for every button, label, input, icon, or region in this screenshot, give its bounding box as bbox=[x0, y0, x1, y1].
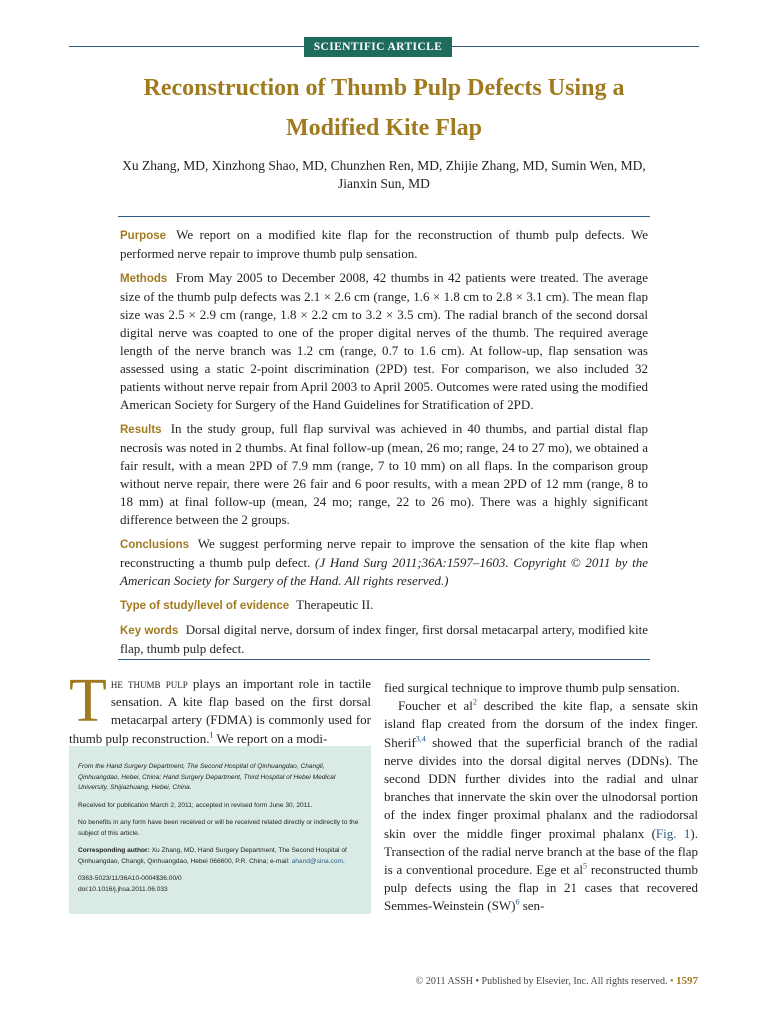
corresponding-end: . bbox=[343, 857, 345, 865]
drop-cap: T bbox=[69, 667, 107, 735]
abstract-bottom-rule bbox=[118, 659, 650, 660]
intro-continued: fied surgical technique to improve thumb pulp sensation. bbox=[384, 680, 680, 695]
title-line-2: Modified Kite Flap bbox=[286, 115, 482, 141]
intro-smallcaps: he thumb pulp bbox=[110, 676, 188, 691]
section-label: SCIENTIFIC ARTICLE bbox=[304, 37, 452, 57]
authors-line-2: Jianxin Sun, MD bbox=[338, 176, 430, 191]
abstract-top-rule bbox=[118, 216, 650, 217]
study-type-label: Type of study/level of evidence bbox=[120, 600, 290, 612]
article-notes-box bbox=[69, 746, 371, 914]
corresponding-text: Xu Zhang, MD, Hand Surgery Department, The Second Hospital of Qinhuangdao, Changli, Qinhuangdao, Hebei 066600, P.R. China; e-mail: bbox=[78, 847, 347, 865]
p2-text-c: showed that the superficial branch of the radial nerve divides into the dorsal digital nerves (DDNs). The second DDN further divides into the radial and ulnar branches that innervate the skin over the ulnodorsal portion of the index finger proximal phalanx and the radiodorsal skin over the middle finger proximal phalanx ( bbox=[384, 734, 698, 841]
abstract-keywords bbox=[120, 621, 648, 658]
authors-line-1: Xu Zhang, MD, Xinzhong Shao, MD, Chunzhen Ren, MD, Zhijie Zhang, MD, Sumin Wen, MD, bbox=[122, 158, 646, 173]
page-footer bbox=[416, 975, 698, 987]
received-note: Received for publication March 2, 2011; accepted in revised form June 30, 2011. bbox=[78, 801, 313, 809]
footer-copyright: © 2011 ASSH • Published by Elsevier, Inc. All rights reserved. bbox=[415, 976, 668, 987]
results-text: In the study group, full flap survival was achieved in 40 thumbs, and partial distal flap necrosis was noted in 2 thumbs. At final follow-up (mean, 26 mo; range, 24 to 27 mo), we obtained a fair result, with a mean 2PD of 7.9 mm (range, 7 to 10 mm) on all flaps. In the comparison group without nerve repair, there were 26 fair and 6 poor results, with a mean 2PD of 12 mm (range, 8 to 18 mm) at final follow-up (mean, 24 mo; range, 22 to 26 mo). There was a highly significant difference between the 2 groups. bbox=[120, 421, 648, 527]
background-paragraph bbox=[384, 697, 698, 915]
p2-text-b: described the kite flap, a sensate skin island flap created from the dorsum of the index finger. Sherif bbox=[384, 698, 698, 750]
intro-end: We report on a modi- bbox=[213, 730, 328, 746]
benefits-note: No benefits in any form have been received or will be received related directly or indirectly to the subject of this article. bbox=[78, 819, 359, 837]
intro-text: plays an important role in tactile sensation. A kite flap based on the first dorsal metacarpal artery (FDMA) is commonly used for thumb pulp reconstruction. bbox=[69, 676, 371, 746]
p2-text-a: Foucher et al bbox=[398, 698, 473, 714]
abstract-study-type bbox=[120, 596, 648, 615]
conclusions-text: We suggest performing nerve repair to improve the sensation of the kite flap when reconstructing a thumb pulp defect. bbox=[120, 536, 648, 570]
purpose-text: We report on a modified kite flap for the reconstruction of thumb pulp defects. We performed nerve repair to improve thumb pulp sensation. bbox=[120, 227, 648, 261]
footer-bullet: • bbox=[669, 976, 674, 987]
keywords-text: Dorsal digital nerve, dorsum of index finger, first dorsal metacarpal artery, modified kite flap, thumb pulp defect. bbox=[120, 622, 648, 656]
ref-1[interactable]: 1 bbox=[209, 730, 214, 740]
abstract-purpose bbox=[120, 226, 648, 263]
conclusions-label: Conclusions bbox=[120, 539, 190, 551]
identifier-note bbox=[78, 874, 362, 895]
methods-label: Methods bbox=[120, 273, 168, 285]
author-list bbox=[110, 157, 658, 193]
figure-1-link[interactable]: Fig. 1 bbox=[655, 825, 691, 841]
p2-text-e: reconstructed thumb pulp defects using the flap in 21 cases that recovered Semmes-Weinstein (SW) bbox=[384, 862, 699, 914]
article-title bbox=[80, 68, 688, 148]
corresponding-label: Corresponding author: bbox=[78, 847, 150, 854]
corresponding-author-note bbox=[78, 846, 362, 867]
title-line-1: Reconstruction of Thumb Pulp Defects Using a bbox=[143, 75, 625, 101]
citation-text: (J Hand Surg 2011;36A:1597–1603. Copyright © 2011 by the American Society for Surgery of the Hand. All rights reserved.) bbox=[120, 555, 648, 588]
abstract bbox=[120, 226, 648, 664]
abstract-methods bbox=[120, 269, 648, 414]
p2-text-d: ). Transection of the radial nerve branch at the base of the flap is a conventional procedure. Ege et al bbox=[384, 825, 698, 878]
p2-text-f: sen- bbox=[519, 898, 545, 914]
affiliation-note: From the Hand Surgery Department, The Second Hospital of Qinhuangdao, Changli, Qinhuangdao, Hebei, China; Hand Surgery Department, Third Hospital of Hebei Medical University, Shijiazhuang, Hebei, China. bbox=[78, 763, 336, 791]
keywords-label: Key words bbox=[120, 625, 179, 637]
issn-text: 0363-5023/11/36A10-0004$36.00/0 bbox=[78, 875, 182, 882]
ref-2[interactable]: 2 bbox=[472, 697, 477, 707]
body-column-right bbox=[384, 679, 698, 916]
results-label: Results bbox=[120, 424, 162, 436]
body-column-left bbox=[69, 667, 371, 748]
abstract-results bbox=[120, 420, 648, 529]
doi-text: doi:10.1016/j.jhsa.2011.06.033 bbox=[78, 885, 168, 893]
page-number: 1597 bbox=[676, 975, 698, 987]
ref-5[interactable]: 5 bbox=[583, 861, 588, 871]
ref-3-4[interactable]: 3,4 bbox=[415, 734, 426, 744]
intro-paragraph bbox=[69, 667, 371, 748]
email-link[interactable]: ahand@sina.com bbox=[291, 857, 344, 865]
ref-6[interactable]: 6 bbox=[515, 898, 520, 908]
abstract-conclusions bbox=[120, 535, 648, 590]
study-type-text: Therapeutic II. bbox=[296, 597, 374, 612]
methods-text: From May 2005 to December 2008, 42 thumbs in 42 patients were treated. The average size of the thumb pulp defects was 2.1 × 2.6 cm (range, 1.6 × 1.8 cm to 2.8 × 3.1 cm). The mean flap size was 2.5 × 2.9 cm (range, 1.8 × 2.2 cm to 3.2 × 3.5 cm). The radial branch of the second dorsal digital nerve was coapted to one of the proper digital nerves of the thumb. The required average length of the nerve branch was 1.2 cm (range, 0.7 to 1.6 cm). At follow-up, flap sensation was assessed using a static 2-point discrimination (2PD) test. For comparison, we also included 32 patients without nerve repair from April 2003 to April 2005. Outcomes were rated using the modified American Society for Surgery of the Hand Guidelines for Stratification of 2PD. bbox=[120, 270, 649, 412]
purpose-label: Purpose bbox=[120, 230, 167, 242]
